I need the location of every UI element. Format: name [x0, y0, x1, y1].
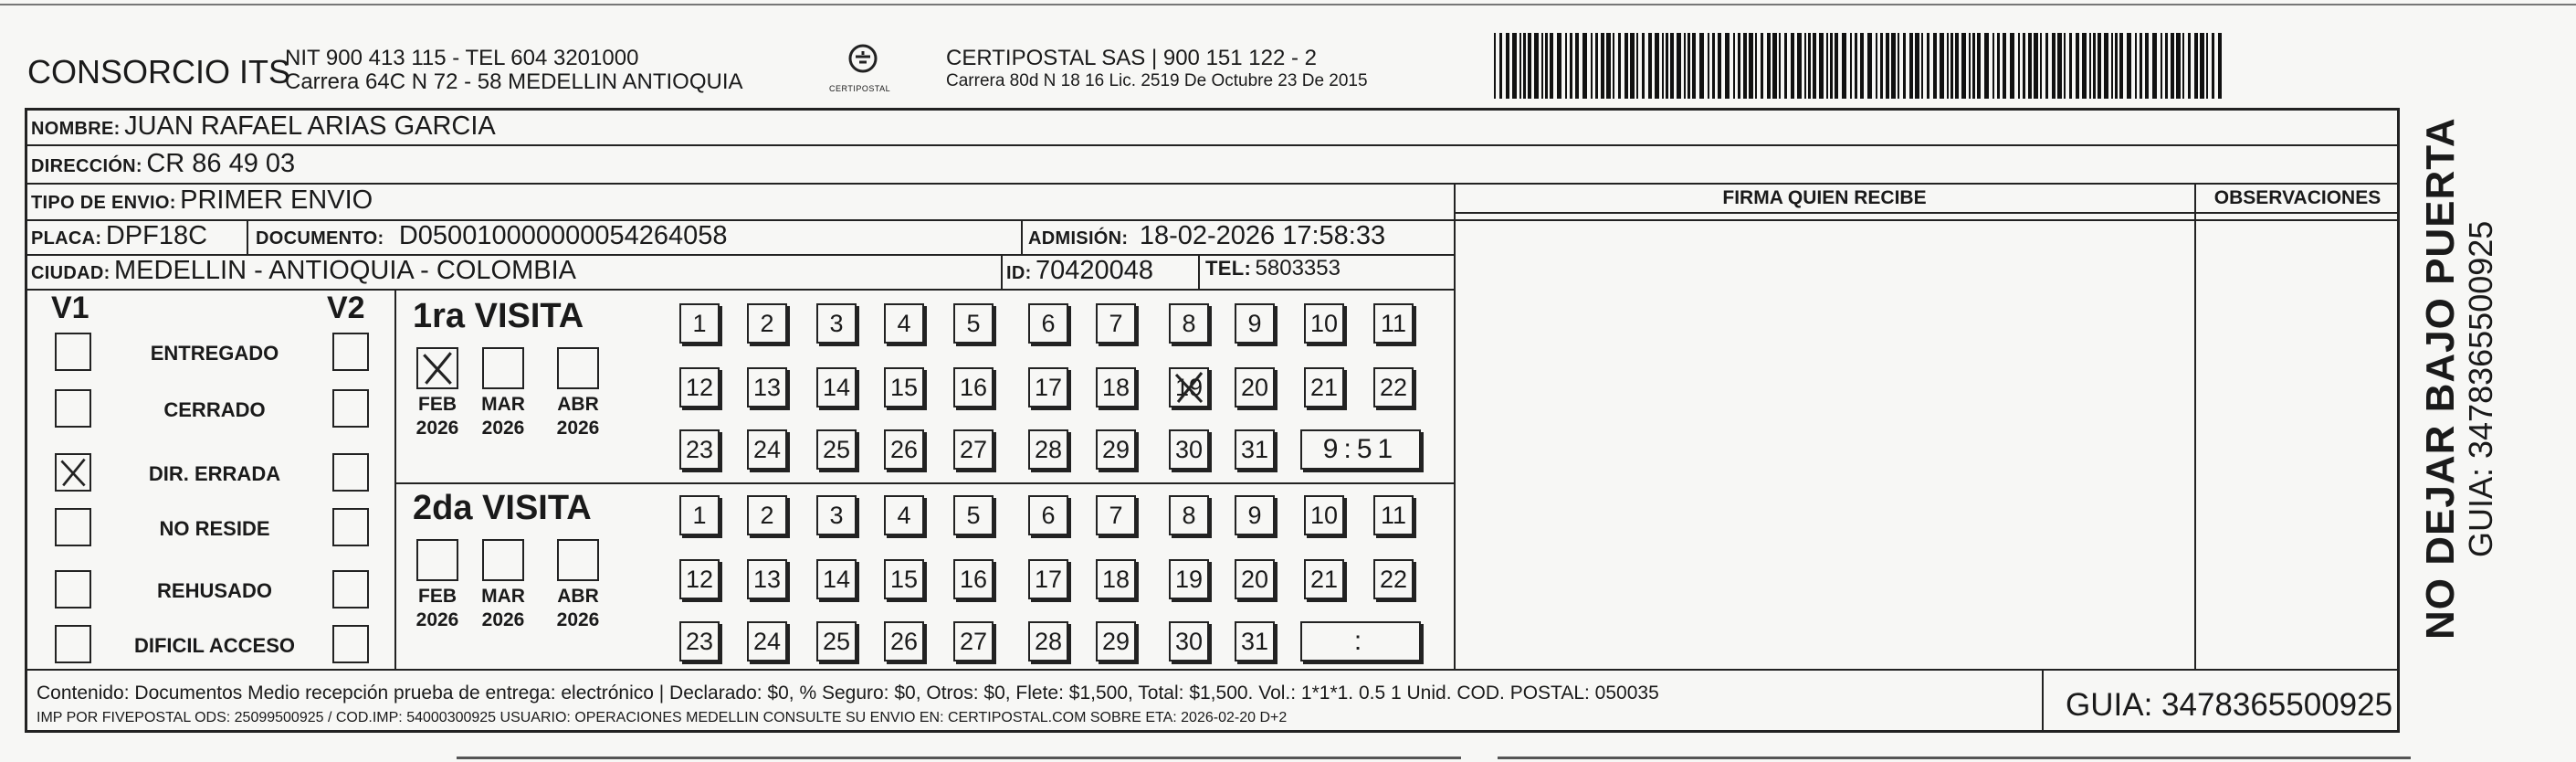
nombre-row: [31, 111, 496, 142]
visita1-month-label-mar: MAR 2026: [481, 394, 525, 439]
visita2-day-31[interactable]: 31: [1235, 621, 1275, 661]
placa-label: PLACA:: [31, 228, 102, 249]
nombre-label: NOMBRE:: [31, 119, 121, 139]
visita1-day-31[interactable]: 31: [1235, 429, 1275, 470]
visita1-day-29[interactable]: 29: [1096, 429, 1136, 470]
scan-edge-bottom-right: [1498, 757, 2411, 759]
status-label-cerrado: CERRADO: [163, 398, 266, 421]
visita2-day-15[interactable]: 15: [884, 559, 924, 599]
placa-cell: [31, 221, 207, 251]
barcode: [1494, 33, 2234, 99]
visita1-day-8[interactable]: 8: [1169, 303, 1209, 344]
v2-checkbox-cerrado[interactable]: [332, 389, 369, 428]
tipo-row: [31, 185, 373, 216]
documento-cell: [256, 221, 728, 251]
status-label-dificil-acceso: DIFICIL ACCESO: [133, 634, 295, 657]
v2-checkbox-rehusado[interactable]: [332, 570, 369, 609]
visita2-day-17[interactable]: 17: [1028, 559, 1068, 599]
placa-value: DPF18C: [105, 221, 208, 250]
visita2-day-3[interactable]: 3: [816, 495, 857, 535]
tel-cell: [1205, 256, 1341, 281]
v2-checkbox-dir-errada[interactable]: [332, 453, 369, 492]
visita1-day-3[interactable]: 3: [816, 303, 857, 344]
tel-label: TEL:: [1205, 257, 1252, 280]
v1-checkbox-no-reside[interactable]: [55, 508, 91, 546]
footer-content-line: Contenido: Documentos Medio recepción prueba de entrega: electrónico | Declarado: $0, % Seguro: $0, Otros: $0, Flete: $1,500, Total: $1,500. Vol.: 1*1*1. 0.5 1 Unid. COD. POSTAL: 050035: [37, 683, 1659, 704]
v1-checkbox-dir-errada[interactable]: [55, 453, 91, 492]
visita1-day-5[interactable]: 5: [953, 303, 994, 344]
logo-text: CERTIPOSTAL: [829, 84, 891, 93]
visita2-day-30[interactable]: 30: [1169, 621, 1209, 661]
visita2-time-box[interactable]: :: [1300, 621, 1421, 661]
visita1-month-box-feb[interactable]: [416, 347, 458, 389]
v2-checkbox-no-reside[interactable]: [332, 508, 369, 546]
visita1-day-25[interactable]: 25: [816, 429, 857, 470]
id-value: 70420048: [1036, 256, 1154, 285]
visita1-day-21[interactable]: 21: [1304, 367, 1344, 407]
visita2-day-18[interactable]: 18: [1096, 559, 1136, 599]
visita1-day-10[interactable]: 10: [1304, 303, 1344, 344]
visita2-day-12[interactable]: 12: [679, 559, 720, 599]
tipo-value: PRIMER ENVIO: [180, 185, 373, 215]
admision-label: ADMISIÓN:: [1028, 228, 1129, 249]
visita1-day-20[interactable]: 20: [1235, 367, 1275, 407]
scan-edge-bottom: [457, 757, 1461, 759]
visita2-day-8[interactable]: 8: [1169, 495, 1209, 535]
visita1-day-26[interactable]: 26: [884, 429, 924, 470]
visita1-day-14[interactable]: 14: [816, 367, 857, 407]
id-cell: [1006, 256, 1153, 286]
visita1-day-1[interactable]: 1: [679, 303, 720, 344]
tipo-label: TIPO DE ENVIO:: [31, 193, 176, 213]
visita2-title: 2da VISITA: [413, 489, 592, 527]
visita1-day-24[interactable]: 24: [747, 429, 787, 470]
v1-checkbox-rehusado[interactable]: [55, 570, 91, 609]
visita2-day-21[interactable]: 21: [1304, 559, 1344, 599]
ciudad-label: CIUDAD:: [31, 263, 110, 283]
company-nit: NIT 900 413 115 - TEL 604 3201000: [285, 46, 639, 70]
visita2-day-13[interactable]: 13: [747, 559, 787, 599]
visita2-month-box-feb[interactable]: [416, 539, 458, 581]
visita2-month-label-abr: ABR 2026: [556, 586, 600, 630]
scan-edge-top: [0, 4, 2576, 5]
nombre-value: JUAN RAFAEL ARIAS GARCIA: [124, 111, 496, 141]
visita1-day-19[interactable]: 19: [1169, 367, 1209, 407]
visita2-day-23[interactable]: 23: [679, 621, 720, 661]
direccion-value: CR 86 49 03: [146, 149, 296, 178]
visita1-day-9[interactable]: 9: [1235, 303, 1275, 344]
visita2-day-22[interactable]: 22: [1373, 559, 1414, 599]
firma-area[interactable]: [1456, 214, 2193, 668]
firma-header: FIRMA QUIEN RECIBE: [1722, 187, 1927, 208]
visita2-day-2[interactable]: 2: [747, 495, 787, 535]
admision-value: 18-02-2026 17:58:33: [1139, 221, 1386, 250]
visita1-month-label-feb: FEB 2026: [415, 394, 459, 439]
visita2-day-7[interactable]: 7: [1096, 495, 1136, 535]
visita2-day-14[interactable]: 14: [816, 559, 857, 599]
visita1-day-11[interactable]: 11: [1373, 303, 1414, 344]
v1-checkbox-cerrado[interactable]: [55, 389, 91, 428]
visita1-day-18[interactable]: 18: [1096, 367, 1136, 407]
side-instruction: NO DEJAR BAJO PUERTA: [2418, 117, 2463, 640]
visita1-day-12[interactable]: 12: [679, 367, 720, 407]
visita2-day-16[interactable]: 16: [953, 559, 994, 599]
v1-header: V1: [51, 291, 89, 325]
id-label: ID:: [1006, 263, 1032, 283]
visita1-day-4[interactable]: 4: [884, 303, 924, 344]
visita2-day-26[interactable]: 26: [884, 621, 924, 661]
visita1-month-label-abr: ABR 2026: [556, 394, 600, 439]
visita2-month-box-mar[interactable]: [482, 539, 524, 581]
visita1-day-6[interactable]: 6: [1028, 303, 1068, 344]
status-label-entregado: ENTREGADO: [150, 342, 279, 365]
carrier-address: Carrera 80d N 18 16 Lic. 2519 De Octubre 23 De 2015: [946, 71, 1368, 90]
company-address: Carrera 64C N 72 - 58 MEDELLIN ANTIOQUIA: [285, 69, 743, 94]
visita2-day-24[interactable]: 24: [747, 621, 787, 661]
status-label-no-reside: NO RESIDE: [159, 517, 270, 540]
visita1-day-30[interactable]: 30: [1169, 429, 1209, 470]
v2-header: V2: [327, 291, 365, 325]
side-guia: GUIA: 3478365500925: [2462, 220, 2499, 557]
carrier-name: CERTIPOSTAL SAS | 900 151 122 - 2: [946, 46, 1317, 70]
visita1-day-13[interactable]: 13: [747, 367, 787, 407]
visita2-day-25[interactable]: 25: [816, 621, 857, 661]
documento-value: D050010000000054264058: [398, 221, 728, 250]
visita1-day-17[interactable]: 17: [1028, 367, 1068, 407]
visita2-day-6[interactable]: 6: [1028, 495, 1068, 535]
direccion-label: DIRECCIÓN:: [31, 156, 142, 176]
v1-checkbox-entregado[interactable]: [55, 333, 91, 371]
visita1-month-box-abr[interactable]: [557, 347, 599, 389]
visita2-day-5[interactable]: 5: [953, 495, 994, 535]
visita1-day-2[interactable]: 2: [747, 303, 787, 344]
visita2-day-10[interactable]: 10: [1304, 495, 1344, 535]
visita2-day-11[interactable]: 11: [1373, 495, 1414, 535]
v2-checkbox-dificil-acceso[interactable]: [332, 625, 369, 663]
ciudad-value: MEDELLIN - ANTIOQUIA - COLOMBIA: [114, 256, 576, 285]
footer-guia-number: GUIA: 3478365500925: [2066, 687, 2393, 723]
visita2-month-label-feb: FEB 2026: [415, 586, 459, 630]
observaciones-header: OBSERVACIONES: [2213, 187, 2381, 208]
visita1-day-16[interactable]: 16: [953, 367, 994, 407]
visita1-day-27[interactable]: 27: [953, 429, 994, 470]
footer-print-line: IMP POR FIVEPOSTAL ODS: 25099500925 / COD.IMP: 54000300925 USUARIO: OPERACIONES MEDELLIN CONSULTE SU ENVIO EN: CERTIPOSTAL.COM SOBRE ETA: 2026-02-20 D+2: [37, 710, 1288, 725]
tel-value: 5803353: [1255, 256, 1341, 280]
documento-label: DOCUMENTO:: [256, 228, 384, 249]
visita1-day-7[interactable]: 7: [1096, 303, 1136, 344]
status-label-rehusado: REHUSADO: [157, 579, 272, 602]
visita2-day-4[interactable]: 4: [884, 495, 924, 535]
observaciones-area[interactable]: [2196, 214, 2399, 668]
visita2-day-19[interactable]: 19: [1169, 559, 1209, 599]
company-name: CONSORCIO ITS: [27, 53, 291, 90]
visita1-time-box[interactable]: 9:51: [1300, 429, 1421, 470]
visita2-day-27[interactable]: 27: [953, 621, 994, 661]
admision-cell: [1028, 221, 1385, 251]
visita1-day-22[interactable]: 22: [1373, 367, 1414, 407]
visita1-month-box-mar[interactable]: [482, 347, 524, 389]
visita1-day-23[interactable]: 23: [679, 429, 720, 470]
visita2-day-29[interactable]: 29: [1096, 621, 1136, 661]
visita1-day-28[interactable]: 28: [1028, 429, 1068, 470]
direccion-row: [31, 149, 295, 179]
visita2-month-label-mar: MAR 2026: [481, 586, 525, 630]
ciudad-cell: [31, 256, 576, 286]
visita2-day-1[interactable]: 1: [679, 495, 720, 535]
v1-checkbox-dificil-acceso[interactable]: [55, 625, 91, 663]
status-label-dir-errada: DIR. ERRADA: [148, 462, 281, 485]
visita2-day-28[interactable]: 28: [1028, 621, 1068, 661]
visita1-title: 1ra VISITA: [413, 297, 584, 335]
visita2-day-9[interactable]: 9: [1235, 495, 1275, 535]
visita1-day-15[interactable]: 15: [884, 367, 924, 407]
visita2-month-box-abr[interactable]: [557, 539, 599, 581]
v2-checkbox-entregado[interactable]: [332, 333, 369, 371]
visita2-day-20[interactable]: 20: [1235, 559, 1275, 599]
